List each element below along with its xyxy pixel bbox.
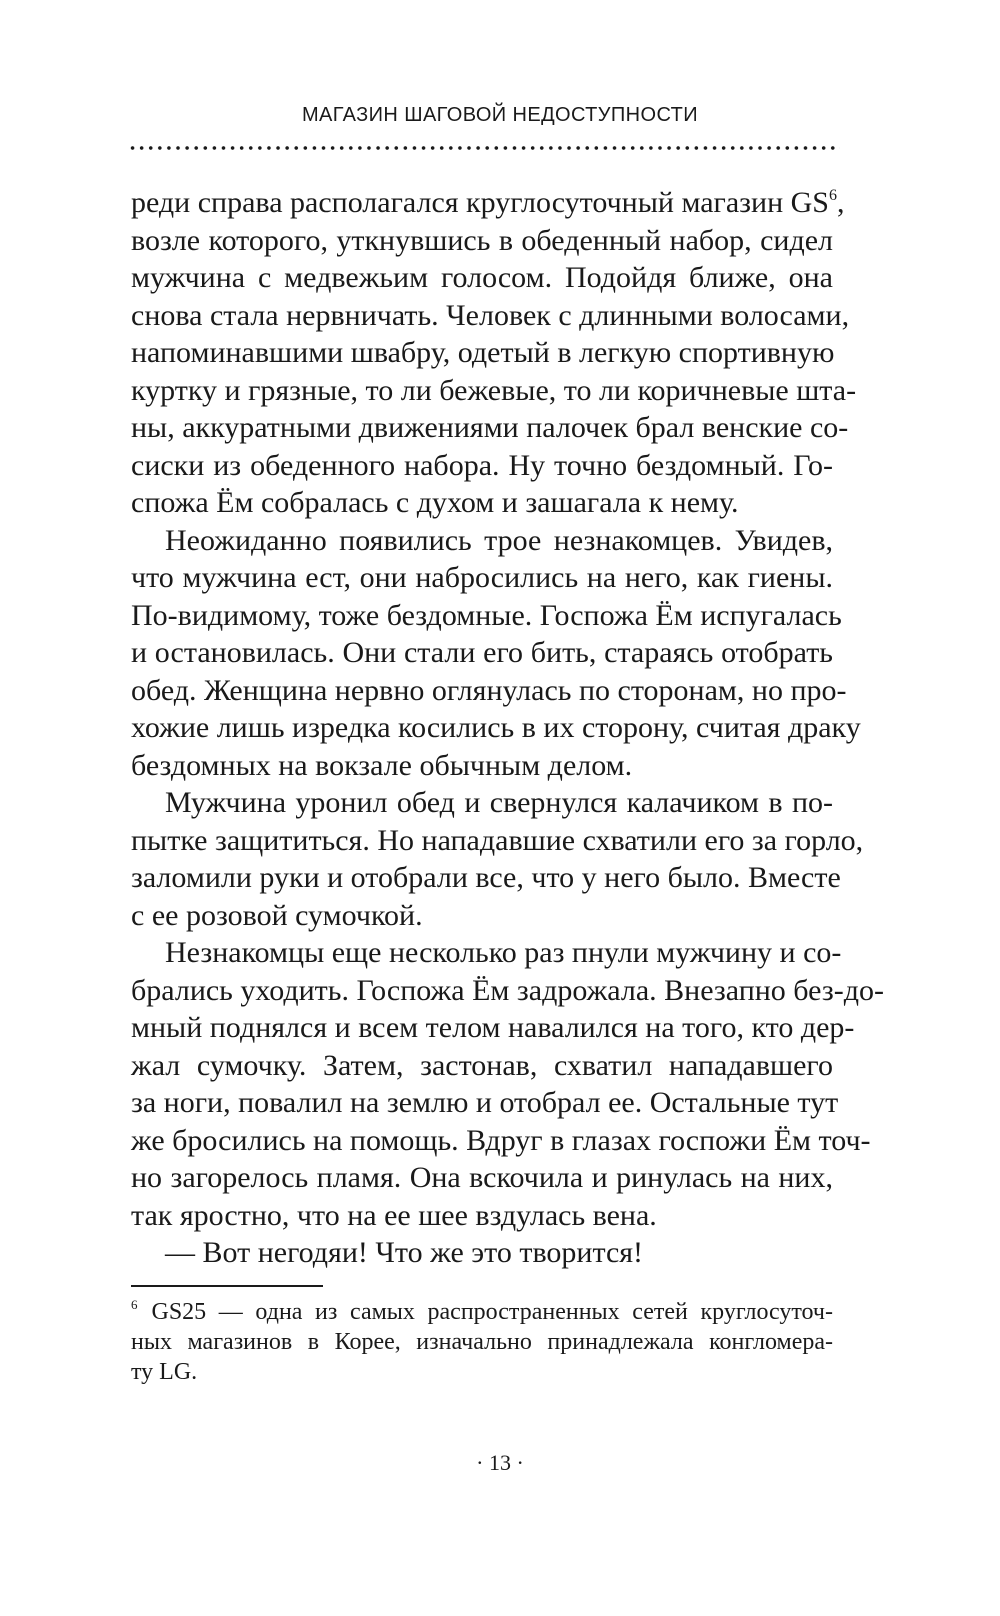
text-line: мный поднялся и всем телом навалился на того, кто дер- xyxy=(131,1011,855,1044)
text-line: сиски из обеденного набора. Ну точно бездомный. Го- xyxy=(131,448,833,482)
text-line: хожие лишь изредка косились в их сторону, считая драку xyxy=(131,711,861,744)
text-line: По-видимому, тоже бездомные. Госпожа Ём испугалась xyxy=(131,598,842,632)
text-line: за ноги, повалил на землю и отобрал ее. Остальные тут xyxy=(131,1086,839,1119)
text-line: но загорелось пламя. Она вскочила и ринулась на них, xyxy=(131,1161,833,1194)
text-line: же бросились на помощь. Вдруг в глазах госпожи Ём точ- xyxy=(131,1123,871,1157)
dotted-rule xyxy=(128,146,840,150)
text-line: что мужчина ест, они набросились на него, как гиены. xyxy=(131,561,833,594)
text-line: заломили руки и отобрали все, что у него было. Вместе xyxy=(131,861,841,894)
text-line: с ее розовой сумочкой. xyxy=(131,898,423,932)
footnote-line: ных магазинов в Корее, изначально принадлежала конгломера- xyxy=(131,1329,833,1355)
text-line: — Вот негодяи! Что же это творится! xyxy=(165,1236,644,1269)
text-line: спожа Ём собралась с духом и зашагала к нему. xyxy=(131,486,739,519)
text-line: мужчина с медвежьим голосом. Подойдя ближе, она xyxy=(131,261,833,294)
text-line: брались уходить. Госпожа Ём задрожала. Внезапно без-до- xyxy=(131,973,884,1007)
footnote-line: $^6$ GS25 — одна из самых распространенных сетей круглосуточ- xyxy=(131,1297,833,1325)
text-line: куртку и грязные, то ли бежевые, то ли коричневые шта- xyxy=(131,373,857,407)
text-line: реди справа располагался круглосуточный магазин $GS^6$, xyxy=(131,186,845,219)
footnote-rule xyxy=(131,1285,323,1287)
text-line: жал сумочку. Затем, застонав, схватил нападавшего xyxy=(131,1048,833,1082)
body-text xyxy=(131,184,884,1272)
text-line: бездомных на вокзале обычным делом. xyxy=(131,748,633,782)
text-line: возле которого, уткнувшись в обеденный набор, сидел xyxy=(131,223,833,257)
text-line: обед. Женщина нервно оглянулась по сторонам, но про- xyxy=(131,673,847,707)
footnote xyxy=(131,1297,833,1387)
footnote-reference: 6 xyxy=(828,187,837,204)
text-line: Незнакомцы еще несколько раз пнули мужчину и со- xyxy=(165,936,842,969)
text-line: снова стала нервничать. Человек с длинными волосами, xyxy=(131,298,850,332)
text-line: Неожиданно появились трое незнакомцев. Увидев, xyxy=(165,523,833,557)
text-line: пытке защититься. Но нападавшие схватили его за горло, xyxy=(131,823,864,857)
page-number: · 13 · xyxy=(476,1450,524,1475)
text-line: и остановилась. Они стали его бить, стараясь отобрать xyxy=(131,636,833,669)
footnote-line: ту LG. xyxy=(131,1359,198,1385)
text-line: так яростно, что на ее шее вздулась вена. xyxy=(131,1198,657,1232)
footnote-marker: 6 xyxy=(131,1297,138,1312)
running-head: МАГАЗИН ШАГОВОЙ НЕДОСТУПНОСТИ xyxy=(301,104,699,126)
text-line: ны, аккуратными движениями палочек брал венские со- xyxy=(131,411,849,444)
text-line: Мужчина уронил обед и свернулся калачиком в по- xyxy=(165,786,833,819)
text-line: напоминавшими швабру, одетый в легкую спортивную xyxy=(131,336,835,369)
